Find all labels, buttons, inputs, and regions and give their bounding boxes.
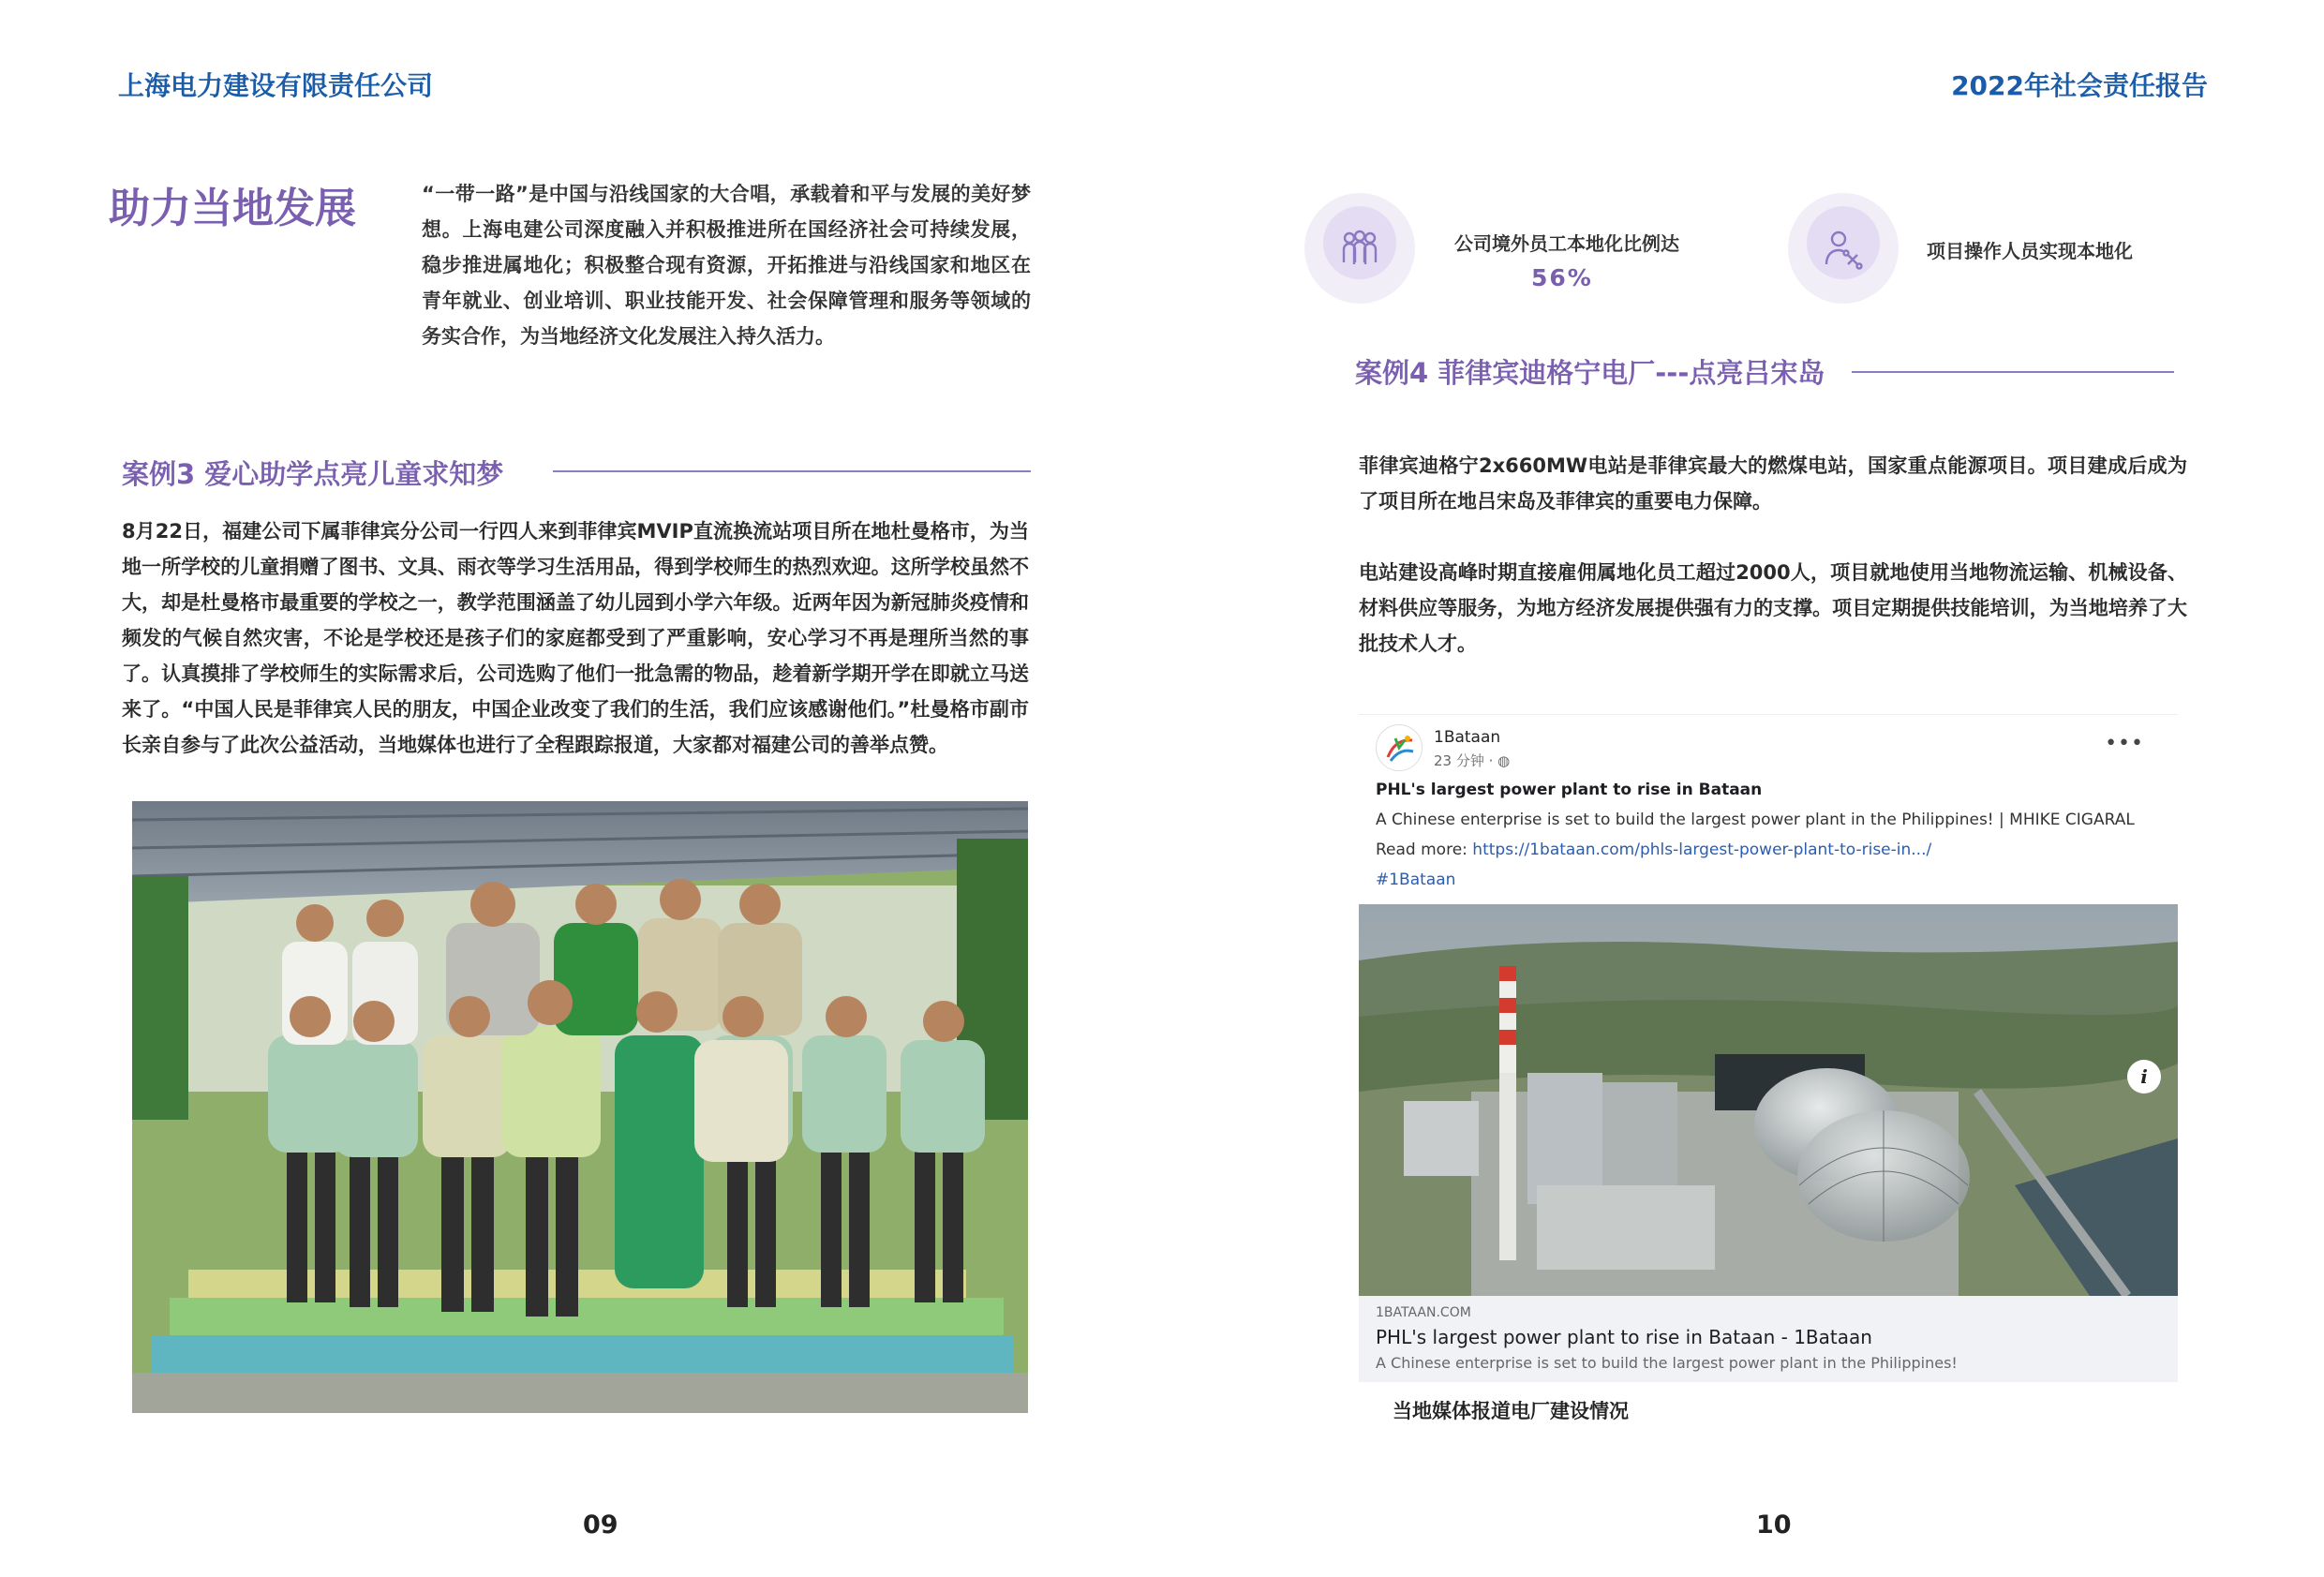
- post-read-more: [1376, 841, 1931, 859]
- power-plant-aerial-photo[interactable]: [1359, 904, 2178, 1296]
- section-title: 助力当地发展: [109, 185, 356, 232]
- link-title: PHL's largest power plant to rise in Bataan - 1Bataan: [1376, 1326, 1872, 1348]
- report-title: 2022年社会责任报告: [1951, 70, 2208, 101]
- article-link[interactable]: https://1bataan.com/phls-largest-power-plant-to-rise-in.../: [1472, 841, 1932, 859]
- link-preview[interactable]: [1359, 1296, 2178, 1382]
- hashtag-link[interactable]: #1Bataan: [1376, 870, 1456, 889]
- post-headline: PHL's largest power plant to rise in Bataan: [1376, 781, 1763, 799]
- figure-caption: 当地媒体报道电厂建设情况: [1393, 1400, 1629, 1422]
- info-icon[interactable]: i: [2127, 1060, 2161, 1093]
- school-donation-group-photo: [132, 801, 1028, 1413]
- page-number-right: 10: [1756, 1510, 1792, 1540]
- page-avatar[interactable]: [1376, 724, 1423, 771]
- stat-localization-ratio-value: 56%: [1531, 264, 1593, 291]
- link-description: A Chinese enterprise is set to build the largest power plant in the Philippines!: [1376, 1354, 1958, 1372]
- post-time: 23 分钟 · ◍: [1434, 752, 1511, 769]
- company-name: 上海电力建设有限责任公司: [118, 70, 434, 101]
- case4-divider: [1852, 371, 2174, 373]
- page-number-left: 09: [583, 1510, 618, 1540]
- case3-body: 8月22日，福建公司下属菲律宾分公司一行四人来到菲律宾MVIP直流换流站项目所在地杜曼格市，为当地一所学校的儿童捐赠了图书、文具、雨衣等学习生活用品，得到学校师生的热烈欢迎。这所学校虽然不大，却是杜曼格市最重要的学校之一，教学范围涵盖了幼儿园到小学六年级。近两年因为新冠肺炎疫情和频发的气候自然灾害，不论是学校还是孩子们的家庭都受到了严重影响，安心学习不再是理所当然的事了。认真摸排了学校师生的实际需求后，公司选购了他们一批急需的物品，趁着新学期开学在即就立马送来了。“中国人民是菲律宾人民的朋友，中国企业改变了我们的生活，我们应该感谢他们。”杜曼格市副市长亲自参与了此次公益活动，当地媒体也进行了全程跟踪报道，大家都对福建公司的善举点赞。: [122, 520, 1029, 756]
- case3-divider: [553, 470, 1031, 472]
- intro-paragraph: “一带一路”是中国与沿线国家的大合唱，承载着和平与发展的美好梦想。上海电建公司深度融入并积极推进所在国经济社会可持续发展，稳步推进属地化；积极整合现有资源，开拓推进与沿线国家和地区在青年就业、创业培训、职业技能开发、社会保障管理和服务等领域的务实合作，为当地经济文化发展注入持久活力。: [422, 183, 1031, 348]
- news-post-card: [1359, 714, 2178, 1381]
- post-text: A Chinese enterprise is set to build the largest power plant in the Philippines! | MHIKE CIGARAL: [1376, 811, 2135, 829]
- more-options-icon[interactable]: •••: [2105, 732, 2144, 755]
- page-name[interactable]: 1Bataan: [1434, 728, 1501, 747]
- stat-operators-localized-label: 项目操作人员实现本地化: [1927, 240, 2133, 262]
- case4-heading: 案例4 菲律宾迪格宁电厂---点亮吕宋岛: [1355, 357, 1825, 389]
- link-domain: 1BATAAN.COM: [1376, 1305, 1471, 1320]
- read-more-label: Read more:: [1376, 841, 1473, 859]
- case3-heading: 案例3 爱心助学点亮儿童求知梦: [122, 458, 504, 490]
- case4-body: 菲律宾迪格宁2x660MW电站是菲律宾最大的燃煤电站，国家重点能源项目。项目建成后成为了项目所在地吕宋岛及菲律宾的重要电力保障。 电站建设高峰时期直接雇佣属地化员工超过2000人，项目就地使用当地物流运输、机械设备、材料供应等服务，为地方经济发展提供强有力的支撑。项目定期提供技能培训，为当地培养了大批技术人才。: [1359, 454, 2187, 655]
- stat-localization-ratio-label: 公司境外员工本地化比例达: [1454, 232, 1679, 255]
- people-group-icon: [1304, 193, 1415, 304]
- user-tools-icon: [1788, 193, 1899, 304]
